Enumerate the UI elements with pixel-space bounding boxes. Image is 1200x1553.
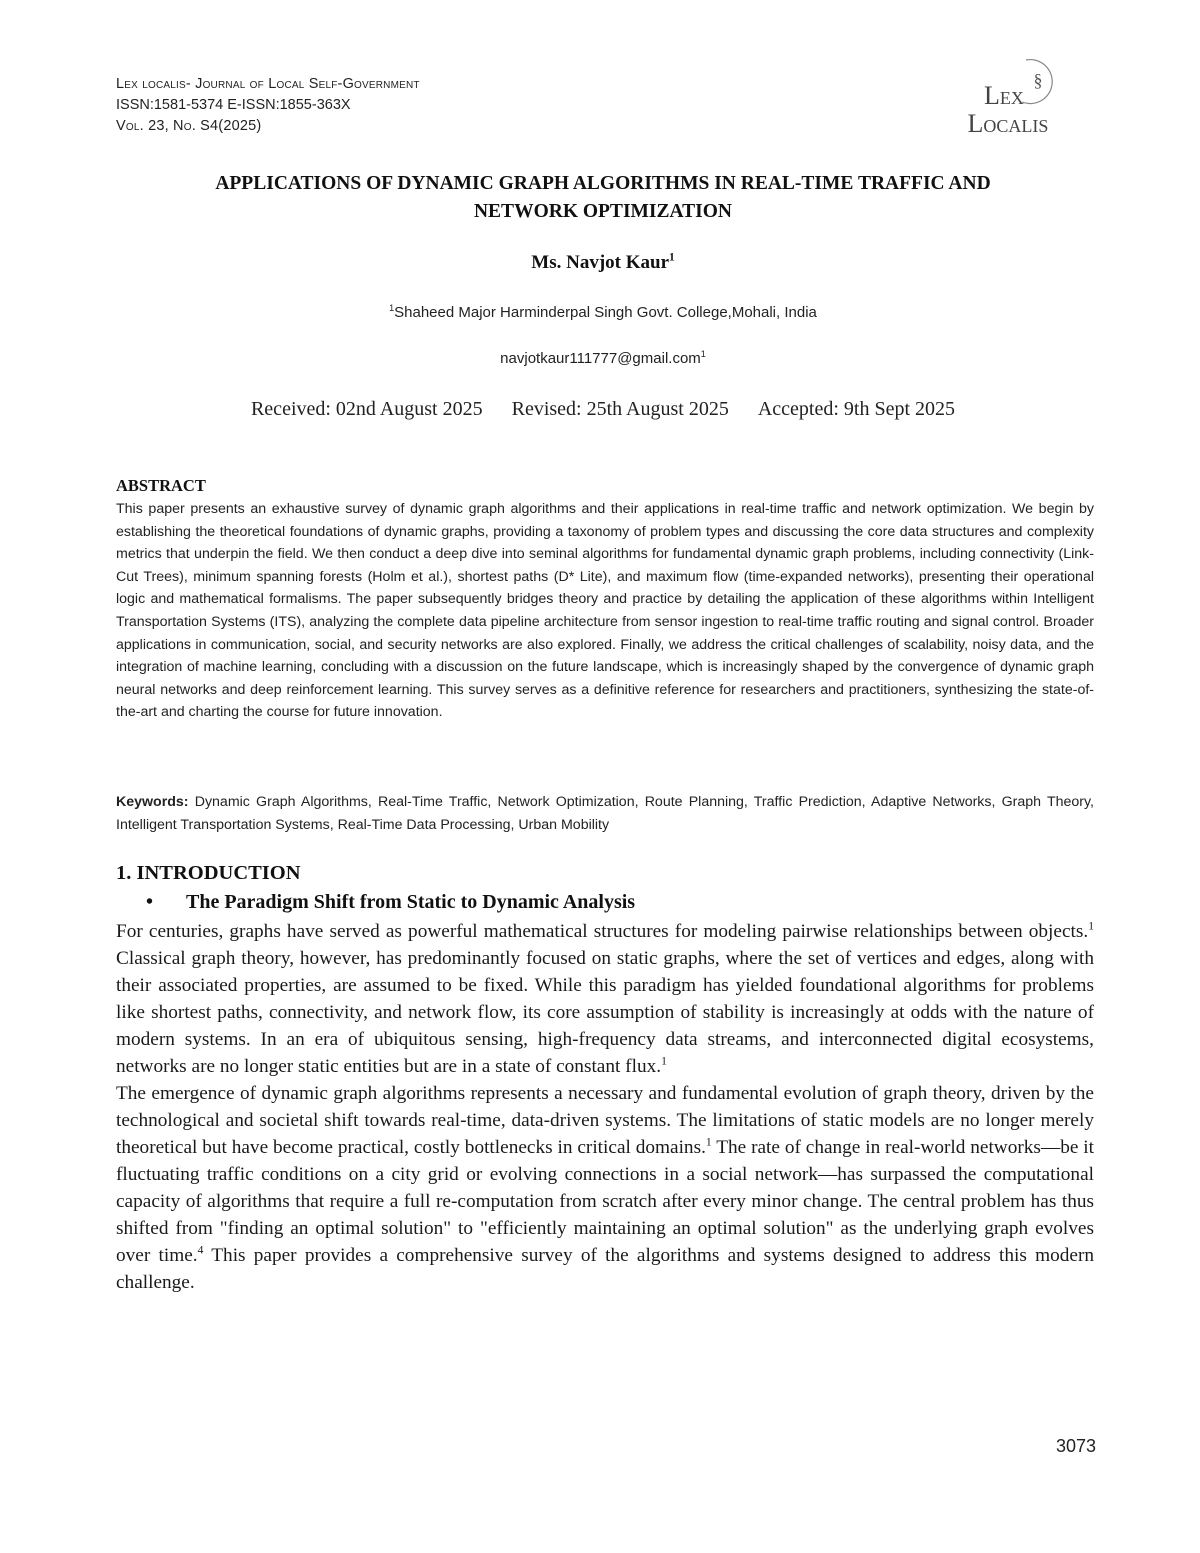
p2-citation-1: 1 bbox=[705, 1135, 712, 1149]
revised-date: Revised: 25th August 2025 bbox=[511, 398, 729, 420]
page-number: 3073 bbox=[1055, 1436, 1096, 1456]
p1-text-a: For centuries, graphs have served as powerful mathematical structures for modeling pairwise relationships between objects. bbox=[116, 921, 1089, 942]
email-text: navjotkaur111777@gmail.com bbox=[500, 350, 701, 367]
paper-title bbox=[116, 170, 1090, 226]
p2-citation-2: 4 bbox=[197, 1243, 204, 1257]
abstract-text: This paper presents an exhaustive survey of dynamic graph algorithms and their applications in real-time traffic and network optimization. We begin by establishing the theoretical foundations of dynamic graphs, providing a taxonomy of problem types and discussing the core data structures and complexity metrics that underpin the field. We then conduct a deep dive into seminal algorithms for fundamental dynamic graph problems, including connectivity (Link-Cut Trees), minimum spanning forests (Holm et al.), shortest paths (D* Lite), and maximum flow (time-expanded networks), presenting their operational logic and mathematical formalisms. The paper subsequently bridges theory and practice by detailing the application of these algorithms within Intelligent Transportation Systems (ITS), analyzing the complete data pipeline architecture from sensor ingestion to real-time traffic routing and signal control. Broader applications in communication, social, and security networks are also explored. Finally, we address the critical challenges of scalability, noisy data, and the integration of machine learning, concluding with a discussion on the future landscape, which is increasingly shaped by the convergence of dynamic graph neural networks and deep reinforcement learning. This survey serves as a definitive reference for researchers and practitioners, synthesizing the state-of-the-art and charting the course for future innovation. bbox=[116, 501, 1094, 721]
title-line-1: APPLICATIONS OF DYNAMIC GRAPH ALGORITHMS IN REAL-TIME TRAFFIC AND bbox=[215, 173, 991, 194]
keywords-label: Keywords: bbox=[116, 794, 189, 810]
keywords bbox=[116, 791, 1094, 836]
section-heading-introduction: 1. INTRODUCTION bbox=[116, 862, 301, 884]
subsection-title: The Paradigm Shift from Static to Dynamic Analysis bbox=[186, 891, 636, 913]
introduction-body bbox=[116, 918, 1094, 1296]
logo-line1: Lex bbox=[984, 81, 1024, 110]
email-sup: 1 bbox=[700, 349, 706, 359]
intro-paragraph-1 bbox=[116, 918, 1094, 1080]
keywords-text: Dynamic Graph Algorithms, Real-Time Traffic, Network Optimization, Route Planning, Traffic Prediction, Adaptive Networks, Graph Theory, Intelligent Transportation Systems, Real-Time Data Processing, Urban Mobility bbox=[116, 794, 1094, 833]
subsection-heading bbox=[146, 891, 635, 914]
author bbox=[116, 252, 1090, 274]
p2-text-c: This paper provides a comprehensive survey of the algorithms and systems designed to address this modern challenge. bbox=[116, 1245, 1095, 1293]
p1-citation-1: 1 bbox=[1088, 919, 1094, 933]
title-line-2: NETWORK OPTIMIZATION bbox=[473, 201, 733, 222]
logo-symbol: § bbox=[1033, 70, 1043, 90]
p2-text-a: The emergence of dynamic graph algorithms represents a necessary and fundamental evolution of graph theory, driven by the technological and societal shift towards real-time, data-driven systems. The limitations of static models are no longer merely theoretical but have become practical, costly bottlenecks in critical domains. bbox=[116, 1083, 1094, 1158]
p1-text-b: Classical graph theory, however, has predominantly focused on static graphs, where the set of vertices and edges, along with their associated properties, are assumed to be fixed. While this paradigm has yielded foundational algorithms for problems like shortest paths, connectivity, and network flow, its core assumption of stability is increasingly at odds with the nature of modern systems. In an era of ubiquitous sensing, high-frequency data streams, and interconnected digital ecosystems, networks are no longer static entities but are in a state of constant flux. bbox=[116, 948, 1094, 1077]
submission-dates bbox=[116, 398, 1090, 421]
affiliation-sup: 1 bbox=[389, 303, 395, 313]
p1-citation-2: 1 bbox=[661, 1054, 667, 1068]
affiliation-text: Shaheed Major Harminderpal Singh Govt. College,Mohali, India bbox=[394, 304, 817, 321]
journal-volume: Vol. 23, No. S4(2025) bbox=[116, 118, 262, 134]
received-date: Received: 02nd August 2025 bbox=[250, 398, 483, 420]
affiliation bbox=[116, 304, 1090, 321]
abstract-heading: ABSTRACT bbox=[116, 476, 206, 495]
accepted-date: Accepted: 9th Sept 2025 bbox=[757, 398, 956, 420]
intro-paragraph-2 bbox=[116, 1080, 1094, 1296]
author-name: Ms. Navjot Kaur bbox=[531, 252, 670, 273]
lex-localis-logo bbox=[930, 50, 1080, 140]
journal-header bbox=[116, 74, 420, 137]
bullet-icon: • bbox=[146, 891, 154, 913]
journal-name: Lex localis- Journal of Local Self-Government bbox=[116, 76, 420, 92]
journal-issn: ISSN:1581-5374 E-ISSN:1855-363X bbox=[116, 97, 351, 113]
author-sup: 1 bbox=[669, 251, 675, 264]
p2-text-b: The rate of change in real-world networks—be it fluctuating traffic conditions on a city grid or evolving connections in a social network—has surpassed the computational capacity of algorithms that require a full re-computation from scratch after every minor change. The central problem has thus shifted from "finding an optimal solution" to "efficiently maintaining an optimal solution" as the underlying graph evolves over time. bbox=[116, 1137, 1095, 1266]
author-email bbox=[116, 350, 1090, 367]
logo-line2: Localis bbox=[967, 109, 1049, 138]
